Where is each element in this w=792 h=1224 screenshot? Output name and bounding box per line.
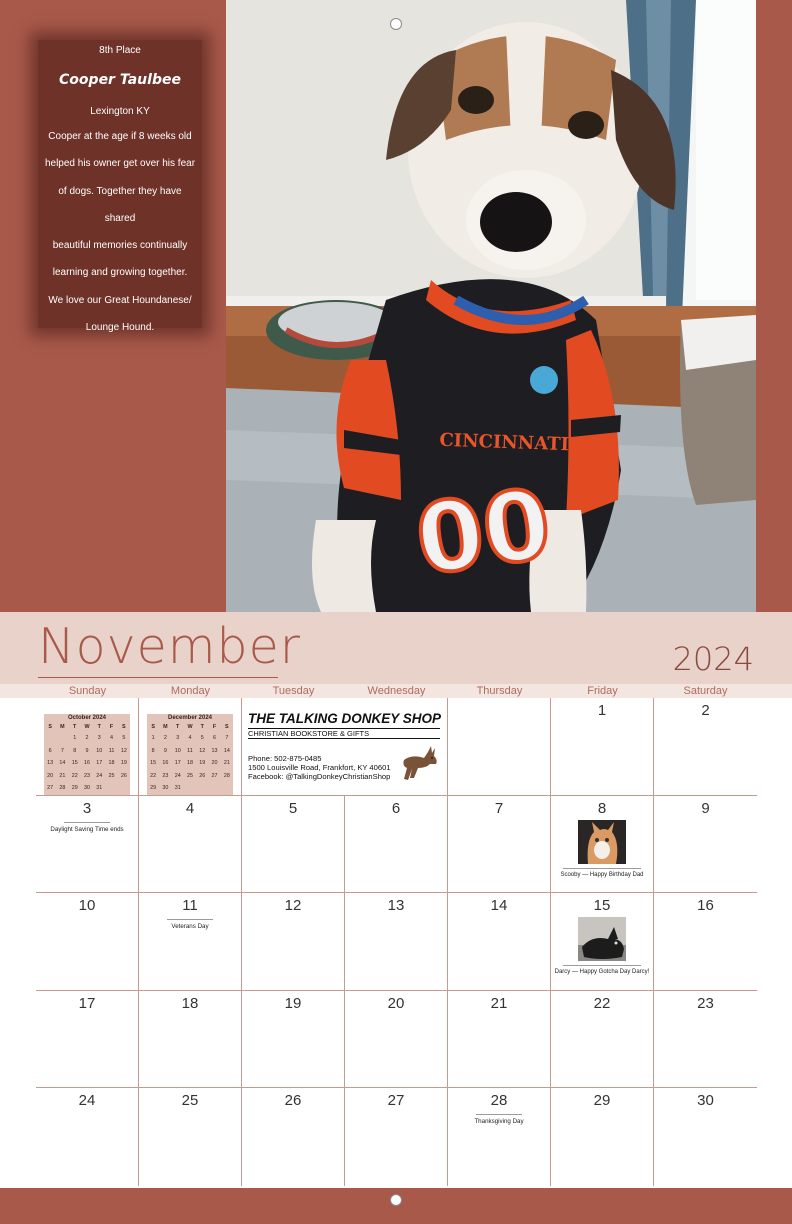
pet-thumbnail-caption: Scooby — Happy Birthday Dad [560,871,644,878]
day-number: 7 [494,799,504,817]
mini-calendar-weekday: T [200,724,204,730]
holiday-note-text: Veterans Day [171,923,209,931]
ad-phone: Phone: 502-875-0485 [248,754,322,763]
mini-calendar-day: 15 [150,760,157,767]
day-cell [242,991,345,1089]
mini-calendar-day [118,782,130,795]
mini-calendar-day: 26 [120,772,127,779]
jersey-number: 00 [409,467,558,598]
donkey-logo-icon [398,742,440,784]
mini-calendar-weekday: T [97,724,101,730]
day-number: 16 [697,897,714,915]
holiday-note-text: Thanksgiving Day [474,1118,524,1126]
mini-calendar-day: 2 [163,735,167,742]
mini-calendar-day: 31 [96,785,103,792]
mini-calendar-title: December 2024 [167,715,213,721]
mini-calendar-weekday: S [122,724,126,730]
day-number: 28 [490,1092,508,1110]
day-cell [345,1088,448,1186]
mini-calendar-day: 10 [96,747,103,754]
mini-calendar-day: 25 [108,772,115,779]
day-number: 3 [82,799,92,817]
day-cell [654,1088,757,1186]
pet-thumbnail [551,917,653,975]
mini-calendar-weekday: S [48,724,52,730]
note-rule [167,919,213,920]
dog-photo-small [578,917,626,961]
pet-name: Cooper Taulbee [59,72,181,88]
mini-calendar-day: 22 [71,772,78,779]
day-cell [551,796,654,894]
mini-calendar-day: 9 [85,747,89,754]
mini-calendar-day: 3 [97,735,101,742]
mini-calendar-day: 13 [211,747,218,754]
mini-calendar-day: 8 [73,747,77,754]
day-number: 30 [697,1092,714,1110]
day-number: 17 [78,994,96,1012]
day-number: 22 [593,994,611,1012]
mini-calendar-day: 23 [162,772,169,779]
pet-city: Lexington KY [90,106,150,117]
mini-calendar-day: 24 [96,772,103,779]
mini-calendar-day: 4 [110,735,114,742]
mini-calendar-day [196,782,208,795]
mini-calendar-weekday: M [163,724,168,730]
mini-calendar-day: 14 [223,747,230,754]
mini-calendar-day: 11 [187,747,193,754]
holiday-note-text: Daylight Saving Time ends [50,825,124,833]
mini-calendar-weekday: S [151,724,155,730]
mini-calendar-day: 1 [151,735,155,742]
mini-calendar-weekday: M [60,724,65,730]
day-cell [242,1088,345,1186]
mini-calendar-day: 1 [73,735,77,742]
cat-photo [578,820,626,864]
day-number: 13 [387,897,405,915]
day-number: 27 [387,1092,405,1110]
mini-calendar-day: 7 [60,747,64,754]
mini-calendar-day: 25 [186,772,193,779]
mini-calendar-day: 4 [188,735,192,742]
pet-story-line: learning and growing together. [52,267,188,279]
mini-calendar-day: 18 [108,760,115,767]
day-number: 24 [78,1092,96,1110]
mini-calendar-day: 12 [120,747,127,754]
mini-calendar-weekday: W [84,724,90,730]
day-number: 11 [182,897,198,915]
day-cell [345,893,448,991]
mini-calendar-day: 21 [59,772,66,779]
day-cell [654,698,757,796]
pet-story-line: of dogs. Together they have shared [58,185,182,224]
mini-calendar-day: 19 [120,760,127,767]
mini-calendar-day: 31 [174,785,181,792]
year-title: 2024 [672,640,754,678]
ad-facebook: Facebook: @TalkingDonkeyChristianShop [248,772,391,781]
day-cell [36,991,139,1089]
day-cell [242,796,345,894]
ad-tagline: CHRISTIAN BOOKSTORE & GIFTS [248,729,370,738]
mini-calendar-day [208,782,220,795]
mini-calendar-day: 27 [47,785,54,792]
hanging-hole [390,1194,402,1206]
empty-day-cell [36,698,139,796]
pet-story-line: Cooper at the age if 8 weeks old [48,131,192,142]
day-cell [345,991,448,1089]
day-number: 5 [288,799,298,817]
mini-calendar-day: 19 [199,760,206,767]
weekday-monday: Monday [170,685,211,697]
day-number: 1 [597,702,607,719]
pet-thumbnail-caption: Darcy — Happy Gotcha Day Darcy! [554,969,650,976]
day-cell [242,893,345,991]
day-cell [139,893,242,991]
day-number: 6 [391,799,401,817]
mini-calendar-day: 23 [83,772,90,779]
holiday-note [36,822,138,833]
ad-shop-name: THE TALKING DONKEY SHOP [248,711,442,726]
day-cell [551,893,654,991]
empty-day-cell [448,698,551,796]
day-number: 4 [185,799,195,817]
photo-caption-box [38,40,202,334]
day-number: 8 [597,799,607,817]
mini-calendar-day: 6 [213,735,217,742]
day-cell [654,893,757,991]
mini-calendar-weekday: S [225,724,229,730]
mini-calendar-day: 17 [96,760,103,767]
dog-photo [226,0,756,612]
mini-calendar-october [44,714,130,795]
weekday-tuesday: Tuesday [272,685,315,697]
weekday-friday: Friday [587,685,618,697]
mini-calendar-weekday: F [109,724,114,730]
note-rule [476,1114,522,1115]
mini-calendar-day: 5 [200,735,204,742]
mini-calendar-day: 6 [48,747,52,754]
mini-calendar-day [221,782,233,795]
empty-day-cell [139,698,242,796]
mini-calendar-day: 14 [59,760,66,767]
mini-calendar-day: 29 [71,785,78,792]
weekday-sunday: Sunday [68,685,107,697]
day-cell [654,991,757,1089]
mini-calendar-weekday: T [73,724,77,730]
mini-calendar-day: 20 [47,772,54,779]
holiday-note [448,1114,550,1125]
pet-story-line: We love our Great Houndanese/ [48,294,192,306]
day-cell [139,991,242,1089]
mini-calendar-day: 22 [150,772,157,779]
day-number: 29 [593,1092,611,1110]
day-cell [448,893,551,991]
day-number: 20 [387,994,405,1012]
mini-calendar-weekday: T [176,724,180,730]
mini-calendar-day [105,782,117,795]
ad-rule [248,738,440,739]
day-number: 2 [701,702,710,719]
advertisement [242,700,446,794]
mini-calendar-day: 15 [71,760,78,767]
mini-calendar-day: 20 [211,760,218,767]
mini-calendar-day: 11 [108,747,115,754]
mini-calendar-day: 27 [211,772,218,779]
day-cell [139,796,242,894]
day-cell [654,796,757,894]
mini-calendar-weekday: F [212,724,217,730]
mini-calendar-day [44,732,56,745]
weekday-saturday: Saturday [683,685,728,697]
day-number: 15 [593,897,611,915]
mini-calendar-day: 7 [225,735,229,742]
day-number: 26 [284,1092,302,1110]
day-cell [448,1088,551,1186]
day-number: 25 [181,1092,199,1110]
day-cell [345,796,448,894]
mini-calendar-day: 10 [174,747,181,754]
day-number: 19 [284,994,302,1012]
note-rule [563,965,641,966]
day-number: 23 [697,994,714,1012]
mini-calendar-day: 29 [150,785,157,792]
note-rule [563,868,641,869]
ad-address: 1500 Louisville Road, Frankfort, KY 40601 [248,763,391,772]
mini-calendar-day [56,732,68,745]
hanging-hole [390,18,402,30]
month-title: November [38,618,301,675]
day-cell [448,796,551,894]
mini-calendar-day: 17 [174,760,181,767]
pet-story-line: Lounge Hound. [85,322,155,334]
pet-story [38,123,202,341]
pet-story-line: helped his owner get over his fear [44,158,196,170]
mini-calendar-day: 18 [186,760,193,767]
weekday-thursday: Thursday [476,685,523,697]
mini-calendar-day: 8 [151,747,155,754]
note-rule [64,822,110,823]
mini-calendar-day [184,782,196,795]
jersey-text: CINCINNATI [439,429,570,456]
mini-calendar-day: 28 [59,785,66,792]
day-number: 12 [284,897,302,915]
weekday-wednesday: Wednesday [367,685,426,697]
mini-calendar-day: 16 [83,760,90,767]
day-number: 14 [490,897,508,915]
day-number: 21 [490,994,508,1012]
mini-calendar-title: October 2024 [67,715,107,721]
mini-calendar-day: 12 [199,747,206,754]
mini-calendar-day: 21 [223,760,230,767]
day-cell [139,1088,242,1186]
placement-label: 8th Place [99,45,141,56]
day-cell [36,893,139,991]
month-underline [38,677,278,678]
mini-calendar-december [147,714,233,795]
mini-calendar-day: 2 [85,735,89,742]
mini-calendar-day: 3 [176,735,180,742]
day-cell [551,698,654,796]
mini-calendar-day: 30 [83,785,90,792]
mini-calendar-day: 30 [162,785,169,792]
mini-calendar-day: 26 [199,772,206,779]
day-number: 9 [701,799,710,817]
day-number: 18 [181,994,199,1012]
mini-calendar-day: 28 [223,772,230,779]
day-cell [551,991,654,1089]
day-cell [36,796,139,894]
pet-story-line: beautiful memories continually [52,240,188,252]
mini-calendar-day: 13 [47,760,54,767]
pet-thumbnail [551,820,653,878]
mini-calendar-day: 5 [122,735,126,742]
day-cell [551,1088,654,1186]
day-cell [36,1088,139,1186]
mini-calendar-day: 24 [174,772,181,779]
mini-calendar-day: 9 [163,747,167,754]
day-cell [448,991,551,1089]
day-number: 10 [78,897,96,915]
mini-calendar-weekday: W [187,724,193,730]
holiday-note [139,919,241,930]
mini-calendar-day: 16 [162,760,169,767]
